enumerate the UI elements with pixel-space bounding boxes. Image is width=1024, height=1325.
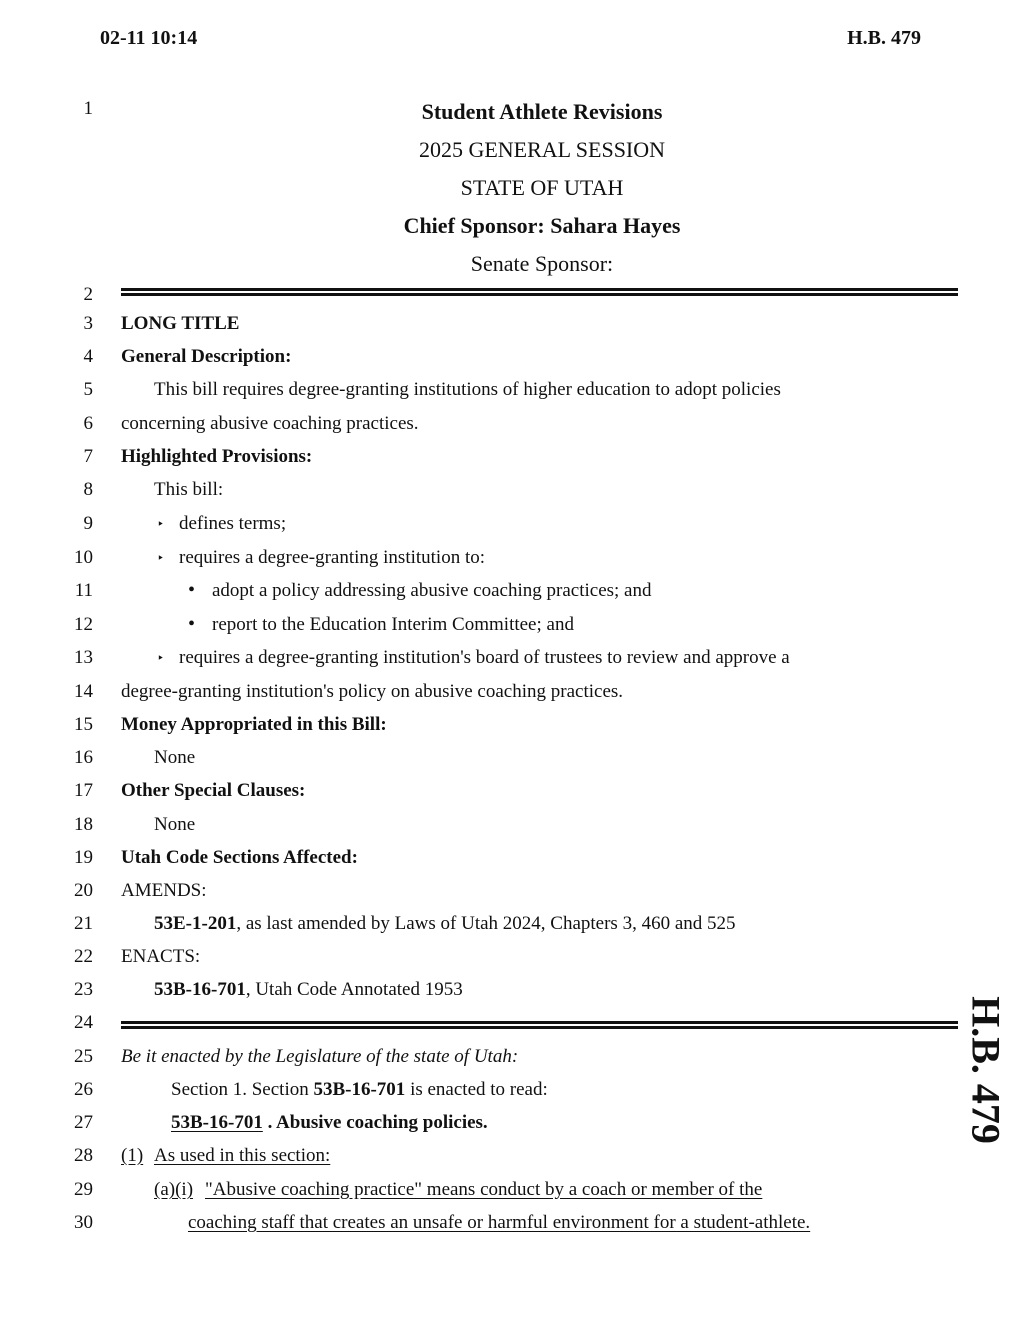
line-number: 1 [83,98,93,119]
line-number: 11 [74,580,93,601]
subsection-text: As used in this section: [154,1145,331,1166]
line-number: 6 [83,413,93,434]
line-number: 17 [74,780,93,801]
this-bill-text: This bill: [154,479,224,500]
enacts-section-number: 53B-16-701 [154,979,246,1000]
code-sections-heading: Utah Code Sections Affected: [121,847,358,868]
line-number: 2 [83,284,93,305]
section-number: 53B-16-701 [313,1079,406,1100]
section-enactment-line [171,1079,548,1101]
enacts-section-detail: , Utah Code Annotated 1953 [245,979,463,1000]
bill-title: Student Athlete Revisions [421,99,663,124]
line-number: 14 [74,681,93,702]
line-number: 15 [74,714,93,735]
amends-label: AMENDS: [121,880,207,901]
line-number: 27 [74,1112,93,1133]
subsection-a-text-line-2: coaching staff that creates an unsafe or harmful environment for a student-athlete. [188,1212,811,1233]
dot-bullet-icon: • [188,613,196,635]
money-appropriated-value: None [154,747,196,768]
line-number: 30 [74,1212,93,1233]
enacts-entry [154,979,463,1001]
line-number: 16 [74,747,93,768]
line-number: 7 [83,446,93,467]
line-number: 13 [74,647,93,668]
subsection-number: (1) [121,1145,144,1166]
amends-entry [154,913,736,935]
other-clauses-value: None [154,814,196,835]
line-number: 12 [74,614,93,635]
chief-sponsor: Chief Sponsor: Sahara Hayes [403,213,681,238]
line-number: 22 [74,946,93,967]
line-number: 4 [83,346,93,367]
section-heading-title: . Abusive coaching policies. [262,1112,488,1133]
line-number: 9 [83,513,93,534]
side-bill-label-text: H.B. 479 [963,996,1009,1144]
provision-item-continued: degree-granting institution's policy on abusive coaching practices. [121,681,624,702]
triangle-bullet-icon: ‣ [157,551,165,565]
state-label: STATE OF UTAH [460,175,624,200]
line-number: 26 [74,1079,93,1100]
dot-bullet-icon: • [188,579,196,601]
session-label: 2025 GENERAL SESSION [418,137,666,162]
subsection-a-text-line-1: "Abusive coaching practice" means conduct by a coach or member of the [205,1179,763,1200]
line-number: 10 [74,547,93,568]
header-timestamp: 02-11 10:14 [100,27,198,49]
section-prefix: Section 1. Section [171,1079,314,1100]
line-number: 18 [74,814,93,835]
divider-rule [121,288,958,291]
general-description-line-1: This bill requires degree-granting institutions of higher education to adopt policies [154,379,781,400]
divider-rule [121,1026,958,1029]
line-number: 29 [74,1179,93,1200]
divider-rule [121,293,958,296]
line-number: 21 [74,913,93,934]
provision-subitem: adopt a policy addressing abusive coaching practices; and [212,580,652,601]
provision-item: requires a degree-granting institution to: [179,547,486,568]
provision-item: requires a degree-granting institution's board of trustees to review and approve a [179,647,790,668]
line-number: 8 [83,479,93,500]
long-title-heading: LONG TITLE [121,313,240,334]
general-description-heading: General Description: [121,346,292,367]
line-number: 28 [74,1145,93,1166]
line-number: 20 [74,880,93,901]
line-number: 24 [74,1012,93,1033]
section-suffix: is enacted to read: [405,1079,548,1100]
general-description-line-2: concerning abusive coaching practices. [121,413,419,434]
line-number: 3 [83,313,93,334]
header-bill-number: H.B. 479 [847,27,921,49]
other-clauses-heading: Other Special Clauses: [121,780,306,801]
provision-subitem: report to the Education Interim Committee; and [212,614,574,635]
line-number: 23 [74,979,93,1000]
divider-rule [121,1021,958,1024]
triangle-bullet-icon: ‣ [157,517,165,531]
money-appropriated-heading: Money Appropriated in this Bill: [121,714,387,735]
amends-section-number: 53E-1-201 [154,913,237,934]
line-number: 19 [74,847,93,868]
triangle-bullet-icon: ‣ [157,651,165,665]
provision-item: defines terms; [179,513,287,534]
enacting-clause: Be it enacted by the Legislature of the state of Utah: [121,1046,519,1067]
line-number: 5 [83,379,93,400]
amends-section-detail: , as last amended by Laws of Utah 2024, Chapters 3, 460 and 525 [236,913,736,934]
subsection-a-number: (a)(i) [154,1179,194,1200]
line-number: 25 [74,1046,93,1067]
enacts-label: ENACTS: [121,946,201,967]
highlighted-provisions-heading: Highlighted Provisions: [121,446,313,467]
section-heading-number: 53B-16-701 [171,1112,263,1133]
section-heading [171,1112,488,1134]
senate-sponsor: Senate Sponsor: [470,251,614,276]
